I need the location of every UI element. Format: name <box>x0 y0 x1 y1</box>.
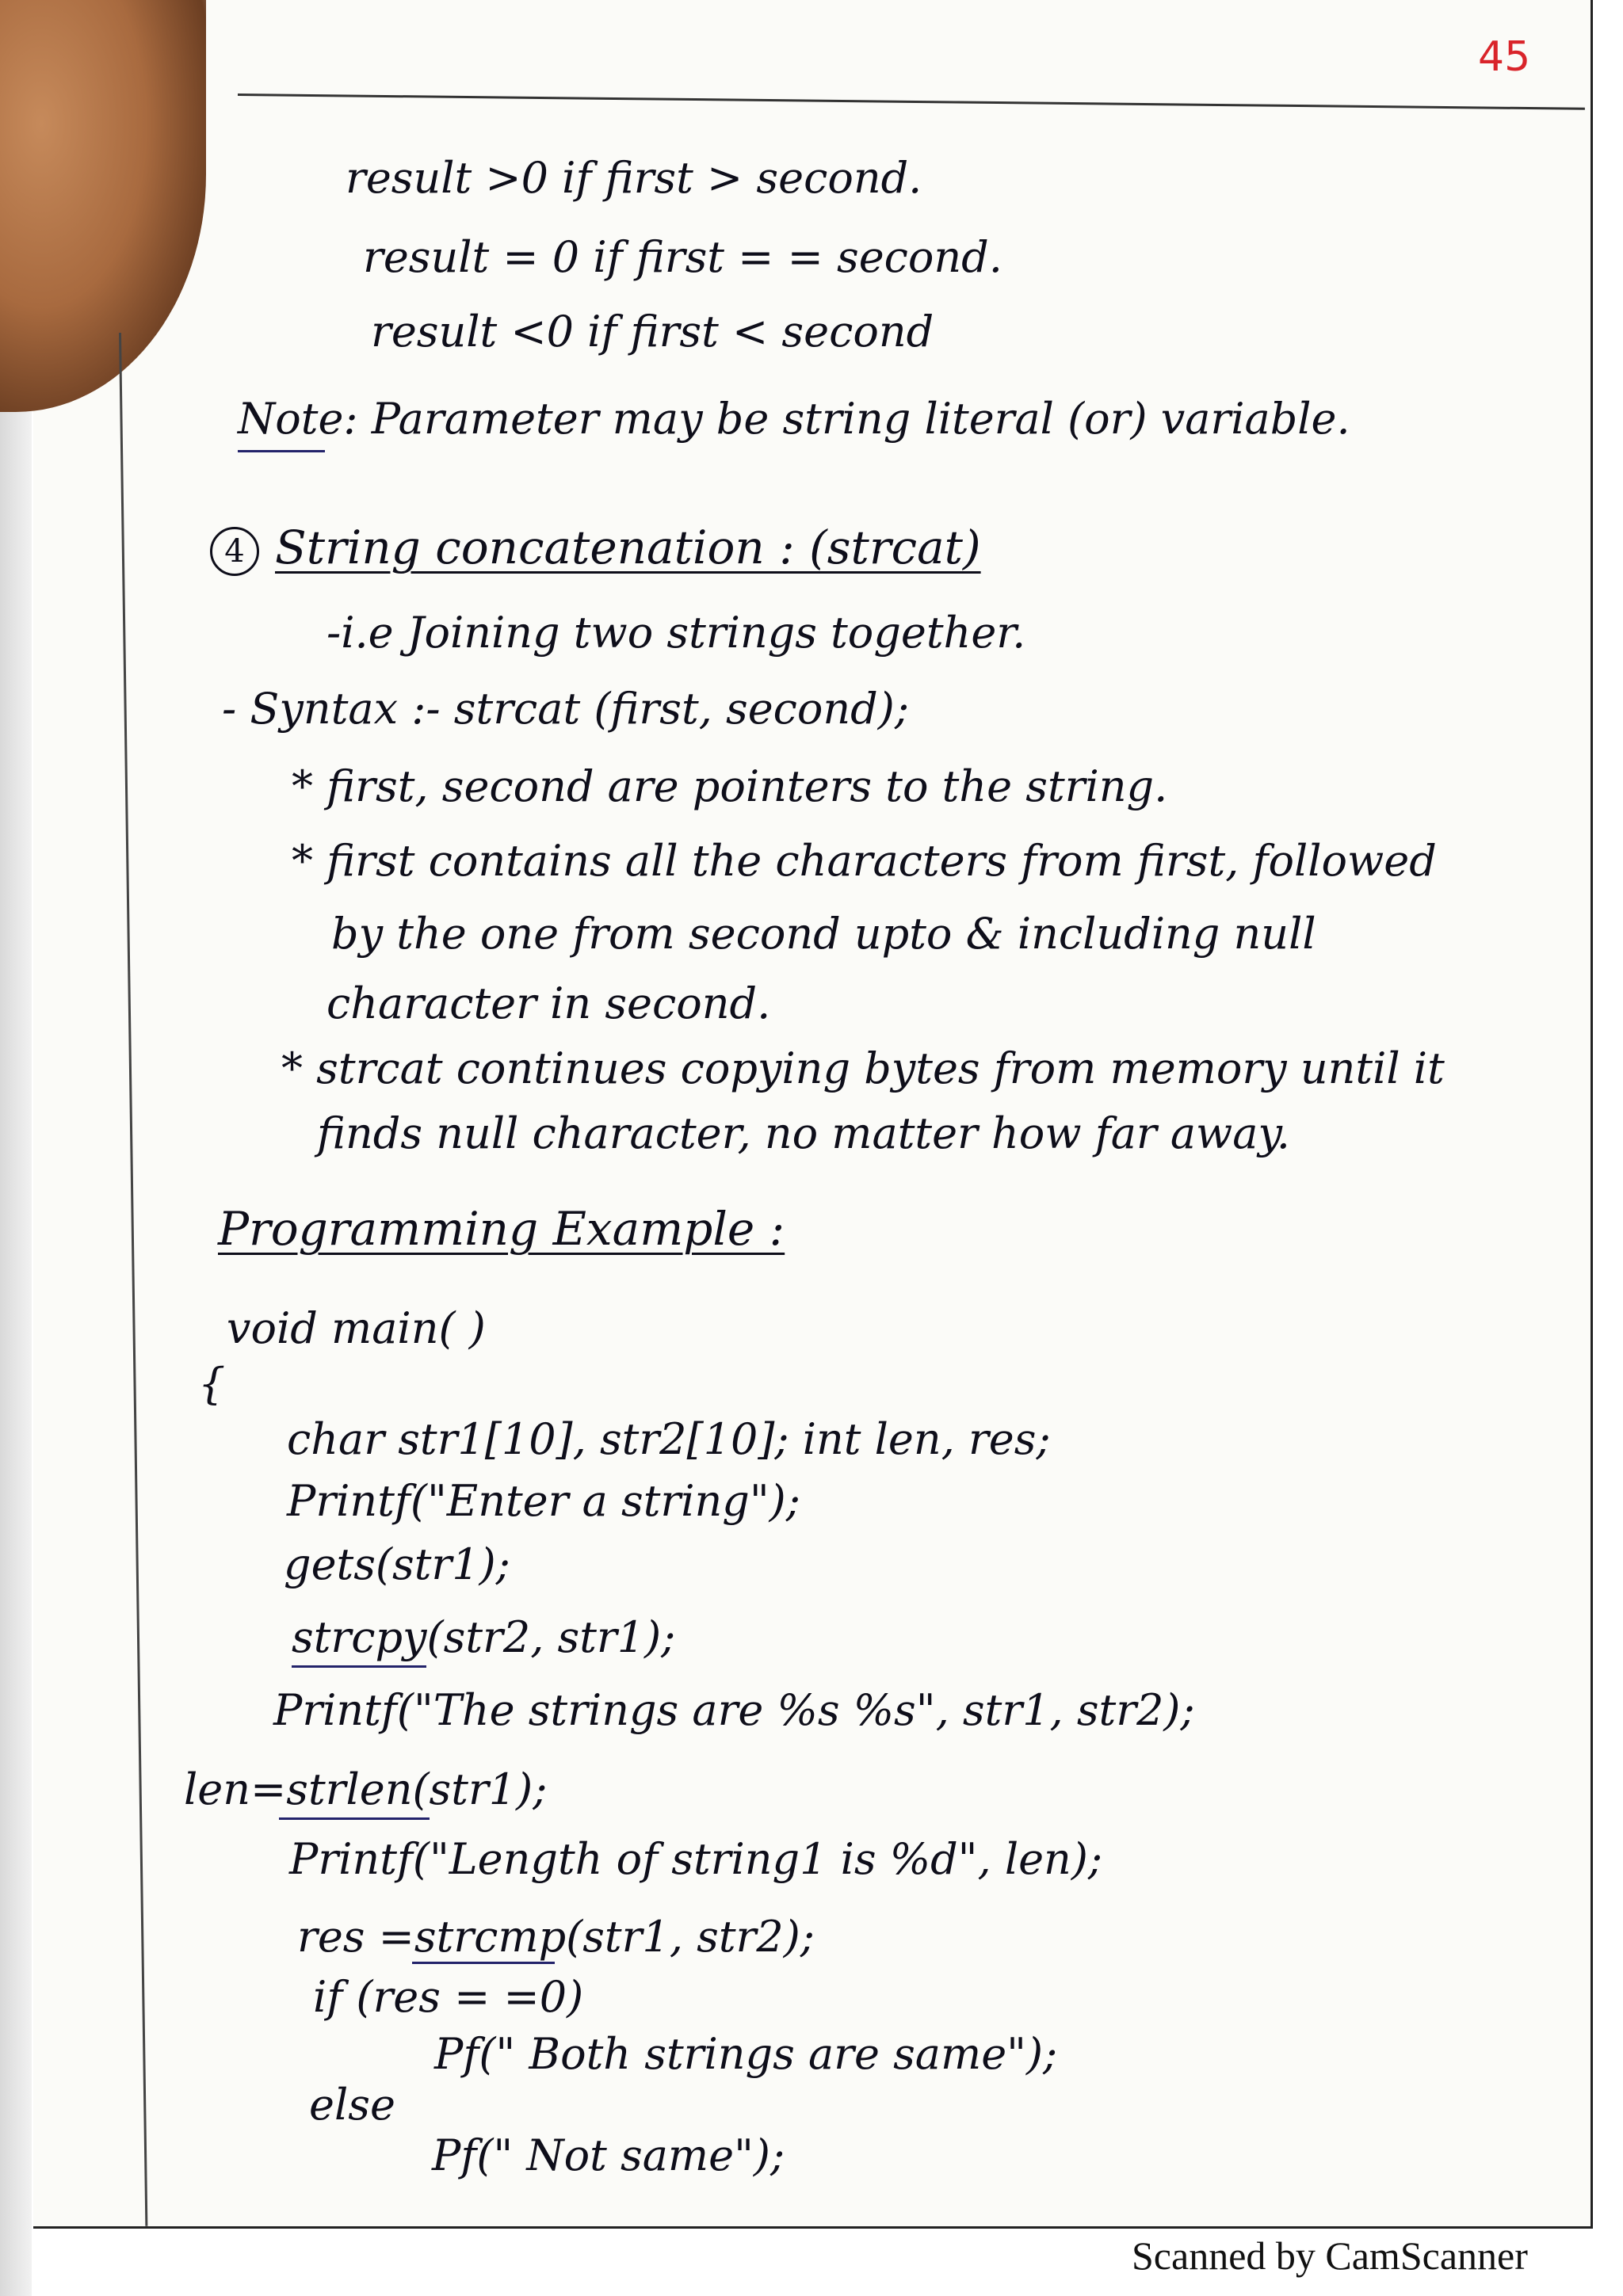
page-number: 45 <box>1478 33 1531 81</box>
code-strcmp: res =strcmp(str1, str2); <box>297 1912 815 1962</box>
code-strcpy: strcpy(str2, str1); <box>292 1612 676 1662</box>
line-result-less: result <0 if first < second <box>371 307 934 357</box>
section-number-circle: 4 <box>210 527 259 576</box>
note-underline <box>238 450 325 452</box>
code-printf-enter: Printf("Enter a string"); <box>287 1476 800 1526</box>
strcpy-underline <box>292 1665 426 1668</box>
code-pf-same: Pf(" Both strings are same"); <box>434 2029 1058 2079</box>
line-result-greater: result >0 if first > second. <box>346 153 922 203</box>
bullet-first-contains-cont2: character in second. <box>327 978 771 1028</box>
code-printf-strings: Printf("The strings are %s %s", str1, str2); <box>273 1685 1195 1735</box>
code-printf-length: Printf("Length of string1 is %d", len); <box>289 1834 1103 1884</box>
section-heading <box>210 521 981 576</box>
syntax-line: - Syntax :- strcat (first, second); <box>222 684 910 734</box>
strcmp-underline <box>412 1962 555 1964</box>
bullet-strcat-copies: * strcat continues copying bytes from memory until it <box>281 1043 1445 1093</box>
code-strlen: len=strlen(str1); <box>184 1764 548 1814</box>
scanner-watermark: Scanned by CamScanner <box>1132 2233 1528 2278</box>
code-gets: gets(str1); <box>284 1539 510 1589</box>
programming-example-heading: Programming Example : <box>218 1202 785 1256</box>
bullet-pointers: * first, second are pointers to the string. <box>292 761 1168 811</box>
section-title: String concatenation : (strcat) <box>275 521 981 574</box>
bullet-first-contains-cont1: by the one from second upto & including null <box>331 909 1316 959</box>
definition-line: -i.e Joining two strings together. <box>327 608 1026 658</box>
code-if: if (res = =0) <box>313 1972 584 2022</box>
code-else: else <box>309 2080 395 2130</box>
code-void-main: void main( ) <box>227 1303 486 1353</box>
code-open-brace: { <box>198 1359 226 1409</box>
code-declarations: char str1[10], str2[10]; int len, res; <box>287 1414 1051 1464</box>
line-result-equal: result = 0 if first = = second. <box>363 232 1002 282</box>
bullet-strcat-copies-cont: finds null character, no matter how far away. <box>317 1108 1290 1158</box>
strlen-underline <box>279 1817 430 1820</box>
note-line: Note: Parameter may be string literal (or) variable. <box>238 394 1350 444</box>
code-pf-not-same: Pf(" Not same"); <box>432 2130 785 2180</box>
bullet-first-contains: * first contains all the characters from first, followed <box>292 836 1437 886</box>
